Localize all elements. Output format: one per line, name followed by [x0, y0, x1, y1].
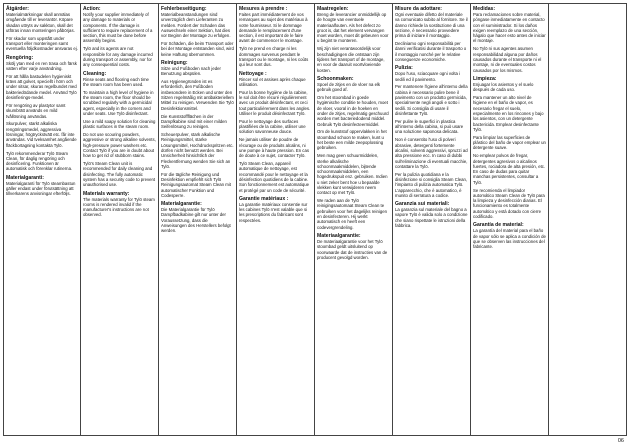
section [473, 76, 546, 220]
paragraph: Für Schäden, die beim Transport oder bei der Montage entstanden sind, wird keine Haftung übernommen. [161, 41, 234, 57]
paragraph: För skador som uppstått under transport eller monteringen samt eventuella följdkostnader ansvaras ej. [6, 35, 78, 52]
section-heading: Garantía de material: [473, 222, 524, 229]
paragraph: Per mantenere l'igiene all'interno della cabina è necessario pulire bene il pavimento con un prodotto germicida, specialmente negli angoli e sotto i sedili. Si consiglia di usare il disinfettante Tylö. [395, 84, 468, 116]
section [239, 196, 312, 223]
section [83, 6, 156, 68]
section [161, 201, 234, 233]
section-heading: Materials warranty: [83, 190, 130, 197]
section-heading: Nettoyage : [239, 70, 267, 77]
paragraph: Sitze und Fußboden nach jeder Benutzung abspülen. [161, 65, 221, 77]
section [161, 60, 234, 198]
section [6, 6, 78, 52]
paragraph: Notify your supplier immediately of any damage to materials or components. If the damage is sufficient to require replacement of a section, this must be done before assembly begins. [83, 12, 153, 44]
section-heading: Cleaning: [83, 70, 107, 77]
column-de [159, 3, 237, 436]
section-heading: Fehlerbeseitigung: [161, 6, 207, 12]
paragraph: Materialgaranti för Tylö steambastun gäller endast under förutsättning att tillverkarens anvisningar efterföljs. [6, 180, 76, 197]
paragraph: Pour le nettoyage des surfaces plastifiées de la cabine, utiliser une solution savonneuse douce. [239, 118, 306, 135]
section [473, 222, 546, 249]
paragraph: Breng de leverancier onmiddellijk op de hoogte van eventuele materiaalfouten. Als het defect zo groot is, dat het element vervangen moet worden, moet dit gebeuren voor u begint te monteren. [317, 12, 389, 44]
section [6, 55, 78, 172]
paragraph: Om de kunststof oppervlakken in het stoombad schoon te maken, kunt u het beste een milde zeepoplossing gebruiken. [317, 129, 387, 151]
section-heading: Garanzia sui materiali: [395, 201, 450, 208]
paragraph: Dopo l'uso, sciacquare ogni volta i sedili ed il pavimento. [395, 71, 461, 82]
page-number: 06 [617, 438, 624, 444]
section-heading: Materialgarantie: [161, 201, 202, 208]
paragraph: We raden aan de Tylö reinigingsautomaat Steam Clean te gebruiken voor het dagelijks reinigen en desinfecteren. Hij werkt automatisch en heeft een codevergrendeling. [317, 198, 387, 230]
paragraph: Skölj ytan med en ren trasa och färsk vatten efter varje användning. [6, 60, 77, 71]
section [317, 76, 390, 230]
paragraph: Tylö Steam Clean, appareil automatique de nettoyage, est recommandé pour le nettoyage et la désinfection quotidiens de la cabine. Son fonctionnement est automatique et protégé par un code de sécurité. [239, 161, 309, 193]
paragraph: Spoel de zitjes en de vloer na elk gebruik goed af. [317, 81, 381, 93]
paragraph: Non è consentito l'uso di polveri abrasive, detergenti fortemente alcalini, solventi aggressivi, spruzzi ad alta pressione ecc. In caso di dubbi sull'eliminazione di eventuali macchie, contattare la Tylö. [395, 137, 468, 169]
paragraph: The materials warranty for Tylö steam rooms is rendered invalid if the manufacturer's instructions are not observed. [83, 196, 155, 218]
column-sv [3, 3, 81, 436]
paragraph: Rinse seats and flooring each time the steam room has been used. [83, 76, 149, 87]
paragraph: Pour la bonne hygiène de la cabine, le sol doit être récuré régulièrement avec un produit désinfectant, et ceci tout particulièrement dans les angles. Utiliser le produit désinfectant Tylö. [239, 89, 311, 116]
column-nl [315, 3, 393, 436]
paragraph: Para limpiar las superficies de plástico del baño de vapor emplear un detergente suave. [473, 134, 546, 151]
paragraph: Die Kunststoffflächen in der Dampfkabine sind mit einer milden Seifenlösung zu reinigen. [161, 113, 227, 130]
section [239, 71, 312, 193]
paragraph: La garanzia sul materiale del bagno a vapore Tylö è valida solo a condizione che siano rispettate le istruzioni della fabbrica. [395, 207, 468, 229]
paragraph: Aus Hygienegründen ist es erforderlich, den Fußboden insbesondere in Ecken und unter den Sitzen regelmäßig mit antibakteriellem Mittel zu reinigen. Verwenden Sie Tylö Desinfektionsmittel. [161, 79, 234, 111]
section [83, 71, 156, 188]
paragraph: No Tylö ni sus agentes asumen responsabilidad alguna por daños causados durante el transporte ni el montaje, ni de eventuales costos causados por los mismos. [473, 46, 542, 73]
paragraph: Per pulire le superfici in plastica all'interno della cabina, si può usare una soluzione saponosa delicata. [395, 118, 464, 135]
manual-page [3, 3, 627, 436]
paragraph: Materialbeanstandungen sind unverzüglich dem Lieferanten zu melden. Fordert der Schaden das Auswechseln einer Sektion, hat dies vor Beginn der Montage zu erfolgen. [161, 12, 231, 39]
paragraph: Do not use scouring powders, aggressive or strong alkaline solvents, high-pressure power washers etc. Contact Tylö if you are in doubt about how to get rid of stubborn stains. [83, 132, 156, 159]
paragraph: Enjuagar los asientos y el suelo después de cada uso. [473, 81, 534, 93]
paragraph: Para reclamaciones sobre material, póngase inmediatamente en contacto con el suministrador. Si los daños exigen reemplazo de una sección, hágalo que hacer esto antes de iniciar el montaje. [473, 12, 546, 44]
section [161, 6, 234, 57]
paragraph: Use a mild soapy solution for cleaning plastic surfaces in the steam room. [83, 118, 156, 130]
paragraph: Tylö rekommenderar Tylö Steam Clean, för daglig rengöring och desinficering. Funktionen är automatisk och förenklar rutinerna. [6, 150, 73, 172]
paragraph: Wij zijn niet verantwoordelijk voor beschadigingen die ontstaan zijn tijdens het transport of de montage, en voor de daaruit voortvloeiende kosten. [317, 46, 385, 73]
paragraph: Para mantener un alto nivel de higiene en el baño de vapor, es necesario fregar el suelo, especialmente en los rincones y bajo los asientos, con un detergente bactericida. Emplear desinfectante Tylö. [473, 95, 544, 132]
paragraph: La garantie matériaux consentie sur les cabines Tylö n'est valable que si les prescriptions du fabricant sont respectées. [239, 201, 308, 223]
section-heading: Limpieza: [473, 75, 497, 82]
section [317, 233, 390, 260]
section-heading: Pulizia: [395, 65, 413, 72]
paragraph: Rincer sol et assises après chaque utilisation. [239, 76, 306, 87]
section [239, 6, 312, 68]
paragraph: För rengöring av plastytor samt skumbrätt används en mild tvållösning användas. [6, 102, 66, 119]
paragraph: Per la pulizia quotidiana e la disinfezione si consiglia Steam Clean, l'impianto di pulizia automatica Tylö. L'apparecchio, che è automatico, è munito di serratura a codice. [395, 171, 468, 198]
paragraph: Tylö's Steam Clean unit is recommended for daily cleaning and disinfecting. The fully automatic system has a security code to prevent unauthorised use. [83, 161, 156, 188]
paragraph: Tylö and its agents are not responsible for any damage incurred during transport or assembly, nor for any consequential costs. [83, 46, 153, 68]
paragraph: Für die tägliche Reinigung und Desinfektion empfiehlt sich Tylö Reinigungsautomat Steam Clean mit automatischer Funktion und Codesperre. [161, 171, 231, 198]
column-en [81, 3, 159, 436]
paragraph: La garantía del material para el baño de vapor sólo se aplica a condición de que se observen las instrucciones del fabricante. [473, 228, 546, 250]
paragraph: Se recomienda el limpiador automático Steam Clean de Tylö para la limpieza y desinfección diarias. El funcionamiento es totalmente automático y está dotado con cierre codificado. [473, 187, 545, 220]
paragraph: Om het stoombad in goede hygiënische conditie te houden, moet de vloer, vooral in de hoeken en onder de zitjes, regelmatig geschuurd worden met bacteriedodend middel. Gebruik Tylö desinfecteermiddel. [317, 95, 389, 127]
paragraph: No emplear polvos de fregar, detergentes agresivos o alcalinos fuertes, rociadora de alta presión, etc. En caso de dudas para quitar manchas persistentes, consultar a Tylö. [473, 153, 546, 185]
column-it [393, 3, 471, 436]
column-es [471, 3, 549, 436]
paragraph: Faites part immédiatement de vos remarques au sujet des matériaux à votre fournisseur. Si le dommage demande le remplacement d'une section, il est important de le faire avant de commencer le montage. [239, 12, 308, 44]
paragraph: Decliniamo ogni responsabilità per danni verificatisi durante il trasporto o il montaggio nonché per le relative conseguenze economiche. [395, 41, 467, 62]
section-heading: Materialgaranti: [6, 174, 44, 181]
section-heading: Schoonmaken: [317, 75, 354, 82]
paragraph: Men mag geen schuurmiddelen, sterke alkalische schoonmaakmiddelen, bijtende schoonmaakmiddelen, een hogedrukspuit enz. gebruiken. Indien u niet zeker bent hoe u bepaalde vlekken kunt verwijderen neem contact op met Tylö. [317, 153, 388, 196]
column-fr [237, 3, 315, 436]
paragraph: De materiaalgarantie voor het Tylö stoombad geldt uitsluitend op voorwaarde dat de instructies van de producent gevolgd worden. [317, 238, 388, 260]
paragraph: Scheuerpulver, stark alkalische Reinigungsmittel, starke Lösungsmittel, Hochdruckspritzen etc. dürfen nicht benutzt werden. Bei Unsicherheit hinsichtlich der Fleckentfernung wenden Sie sich an Tylö. [161, 132, 234, 169]
paragraph: Materialmärkningar skall anmälas omgående till er leverantör. Köpare skadan uttryts av sakkton, skall det utföras innan monteringen påbörjas. [6, 12, 75, 33]
section-heading: Mesures à prendre : [239, 6, 288, 12]
paragraph: Skurpulver, starkt alkaliska rengöringsmedel, aggressiva lösningar, högtryckstvätt etc. får inte användas. Vid tveksamhet angående fläckbortagning kontakta Tylö. [6, 121, 77, 148]
section [6, 175, 78, 197]
section-heading: Garantie matériaux : [239, 195, 289, 202]
paragraph: För att hålla bastudelen hygieniskt krävs att golvet, speciellt i hörn och under sitsar, skuras regelbundet med bakteriedödande medel. Använd Tylö desinfierings-medel. [6, 73, 77, 101]
section-heading: Medidas: [473, 6, 496, 12]
section-heading: Reinigung: [161, 59, 188, 66]
paragraph: Ne jamais utiliser de poudre de récurage ou de produits alcalins, ni une pompe à haute pression. En cas de doute à ce sujet, contacter Tylö. [239, 137, 309, 159]
section [473, 6, 546, 73]
section-heading: Materiaalgarantie: [317, 232, 361, 239]
section-heading: Åtgärder: [6, 6, 29, 12]
paragraph: Die Materialgarantie für Tylö Dampfbadkabine gilt nur unter der Voraussetzung, dass die Anweisungen des Herstellers befolgt werden. [161, 207, 231, 234]
section-heading: Maatregelen: [317, 6, 349, 12]
section-heading: Misure da adottare: [395, 6, 442, 12]
paragraph: Tylö ne prend en charge ni les dommages survenus pendant le transport ou le montage, ni les coûts qui leur sont dus. [239, 46, 309, 68]
column-empty [549, 3, 627, 436]
section-heading: Rengöring: [6, 54, 34, 61]
paragraph: To maintain a high level of hygiene in the steam room, the floor should be scrubbed regularly with a germicidal agent, especially in the corners and under seats. Use Tylö disinfectant. [83, 89, 154, 116]
section [395, 6, 468, 62]
section-heading: Action: [83, 6, 101, 12]
section [395, 201, 468, 228]
section [317, 6, 390, 73]
section [395, 65, 468, 198]
paragraph: Ogni eventuale difetto del materiale va comunicato subito al fornitore. Se il danno richiede la sostituzione di una sezione, è necessario provvedere prima di iniziare il montaggio. [395, 12, 468, 39]
section [83, 191, 156, 218]
